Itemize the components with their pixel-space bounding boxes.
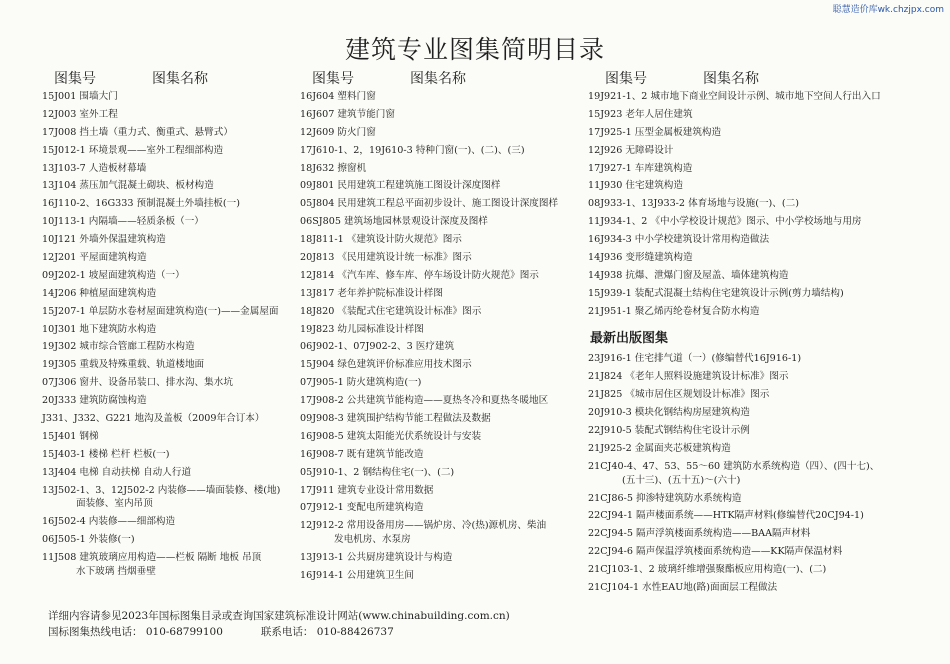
catalog-entry-text: 15J939-1 装配式混凝土结构住宅建筑设计示例(剪力墙结构) [588, 287, 844, 299]
catalog-entry [42, 305, 297, 319]
catalog-entry-text: 13J404 电梯 自动扶梯 自动人行道 [42, 466, 192, 478]
catalog-entry-text: 06SJ805 建筑场地园林景观设计深度及图样 [300, 216, 488, 228]
header-code: 图集号 [54, 71, 96, 87]
catalog-entry-text: 22CJ94-5 隔声浮筑楼面系统构造——BAA隔声材料 [588, 528, 811, 540]
catalog-entry-text: 06J902-1、07J902-2、3 医疗建筑 [300, 341, 455, 353]
catalog-entry [42, 448, 297, 462]
watermark: 聪慧造价库wk.chzjpx.com [832, 5, 944, 15]
catalog-entry-text: 12J912-2 常用设备用房——锅炉房、冷(热)源机房、柴油 [300, 520, 547, 532]
catalog-entry-text: 10J121 外墙外保温建筑构造 [42, 234, 166, 246]
catalog-entry [300, 412, 585, 426]
catalog-list [300, 90, 585, 583]
footer-contact: 联系电话： 010-88426737 [260, 626, 394, 638]
header-name: 图集名称 [410, 71, 466, 87]
catalog-entry [42, 515, 297, 529]
catalog-entry-text: 05J804 民用建筑工程总平面初步设计、施工图设计深度图样 [300, 198, 559, 210]
footer [48, 608, 510, 640]
catalog-entry [300, 126, 585, 140]
catalog-entry-text: 18J811-1 《建筑设计防火规范》图示 [300, 234, 462, 246]
catalog-entry [42, 484, 297, 512]
catalog-list [42, 90, 297, 579]
catalog-entry-text: 14J938 抗爆、泄爆门窗及屋盖、墙体建筑构造 [588, 269, 789, 281]
catalog-entry-text: 22J910-5 装配式钢结构住宅设计示例 [588, 425, 750, 437]
catalog-entry [300, 162, 585, 176]
catalog-entry-text: 14J936 变形缝建筑构造 [588, 252, 693, 264]
catalog-entry [588, 197, 918, 211]
catalog-entry [42, 269, 297, 283]
catalog-entry-text: 16J604 塑料门窗 [300, 91, 376, 102]
catalog-entry [588, 442, 918, 456]
catalog-entry-text: 16J908-5 建筑太阳能光伏系统设计与安装 [300, 430, 482, 442]
catalog-entry-text: 15J012-1 环境景观——室外工程细部构造 [42, 144, 224, 156]
catalog-entry [42, 430, 297, 444]
catalog-entry-text: 11J934-1、2 《中小学校设计规范》图示、中小学校场地与用房 [588, 216, 862, 228]
catalog-entry [588, 144, 918, 158]
catalog-entry [42, 108, 297, 122]
catalog-entry [588, 460, 918, 488]
catalog-entry [588, 527, 918, 541]
catalog-entry-continuation: 面装修、室内吊顶 [76, 498, 153, 510]
catalog-entry-continuation: 水下玻璃 挡烟垂壁 [76, 565, 156, 577]
catalog-entry [300, 215, 585, 229]
catalog-entry [300, 179, 585, 193]
footer-website-note: 详细内容请参见2023年国标图集目录或查询国家建筑标准设计网站(www.chinabuilding.com.cn) [48, 610, 510, 622]
catalog-entry-text: 16J908-7 既有建筑节能改造 [300, 448, 424, 460]
catalog-entry-text: 05J910-1、2 钢结构住宅(一)、(二) [300, 466, 455, 478]
catalog-entry [588, 563, 918, 577]
catalog-entry-text: 17J610-1、2，19J610-3 特种门窗(一)、(二)、(三) [300, 144, 525, 156]
catalog-list [588, 90, 918, 318]
catalog-entry-text: 11J508 建筑玻璃应用构造——栏板 隔断 地板 吊顶 [42, 552, 262, 564]
catalog-entry-text: 09J801 民用建筑工程建筑施工图设计深度图样 [300, 180, 501, 192]
catalog-entry [588, 370, 918, 384]
catalog-entry [300, 323, 585, 337]
catalog-entry [300, 251, 585, 265]
column-header [588, 66, 918, 90]
catalog-entry-text: 15J923 老年人居住建筑 [588, 108, 693, 120]
catalog-entry-text: 20J333 建筑防腐蚀构造 [42, 395, 147, 407]
column-header [300, 66, 585, 90]
catalog-entry-text: 06J505-1 外装修(一) [42, 534, 135, 546]
catalog-entry-text: 16J914-1 公用建筑卫生间 [300, 569, 414, 581]
catalog-entry-text: 23J916-1 住宅排气道（一）(修编替代16J916-1) [588, 353, 802, 365]
catalog-entry [42, 323, 297, 337]
catalog-entry-text: 13J817 老年养护院标准设计样图 [300, 287, 443, 299]
catalog-entry [300, 269, 585, 283]
catalog-entry-text: 14J206 种植屋面建筑构造 [42, 287, 157, 299]
header-name: 图集名称 [703, 71, 759, 87]
catalog-entry [300, 287, 585, 301]
catalog-entry [42, 287, 297, 301]
catalog-entry-text: 15J403-1 楼梯 栏杆 栏板(一) [42, 448, 170, 460]
catalog-entry-text: 08J933-1、13J933-2 体育场地与设施(一)、(二) [588, 198, 799, 210]
catalog-entry [300, 484, 585, 498]
catalog-entry [588, 251, 918, 265]
catalog-entry [300, 448, 585, 462]
column-header [42, 66, 297, 90]
catalog-entry [588, 126, 918, 140]
catalog-entry-text: 17J008 挡土墙（重力式、衡重式、悬臂式） [42, 126, 233, 138]
catalog-entry-text: 07J905-1 防火建筑构造(一) [300, 377, 422, 389]
catalog-entry-text: 19J921-1、2 城市地下商业空间设计示例、城市地下空间人行出入口 [588, 91, 881, 102]
catalog-entry-text: 13J502-1、3、12J502-2 内装修——墙面装修、楼(地) [42, 484, 281, 496]
catalog-entry [42, 376, 297, 390]
catalog-entry [588, 406, 918, 420]
catalog-entry [300, 394, 585, 408]
catalog-entry [300, 90, 585, 104]
catalog-entry-text: 20J910-3 模块化钢结构房屋建筑构造 [588, 407, 750, 419]
catalog-entry [42, 358, 297, 372]
catalog-entry-text: 12J003 室外工程 [42, 108, 118, 120]
page-title: 建筑专业图集简明目录 [344, 35, 605, 64]
catalog-entry [42, 466, 297, 480]
catalog-entry [588, 545, 918, 559]
catalog-entry-text: 18J820 《装配式住宅建筑设计标准》图示 [300, 305, 482, 317]
catalog-entry-text: 12J201 平屋面建筑构造 [42, 252, 147, 264]
catalog-entry [42, 251, 297, 265]
catalog-entry-text: 17J911 建筑专业设计常用数据 [300, 484, 434, 496]
catalog-entry-text: 09J202-1 坡屋面建筑构造（一） [42, 269, 185, 281]
catalog-entry [588, 215, 918, 229]
catalog-entry-text: 20J813 《民用建筑设计统一标准》图示 [300, 252, 472, 264]
catalog-entry [300, 430, 585, 444]
catalog-entry [300, 551, 585, 565]
catalog-entry-text: 15J904 绿色建筑评价标准应用技术图示 [300, 359, 472, 371]
catalog-entry [588, 287, 918, 301]
catalog-entry-text: 17J927-1 车库建筑构造 [588, 162, 693, 174]
catalog-entry-text: 11J930 住宅建筑构造 [588, 180, 683, 192]
catalog-entry [42, 394, 297, 408]
catalog-entry-text: 13J103-7 人造板材幕墙 [42, 162, 147, 174]
catalog-entry [300, 340, 585, 354]
catalog-entry-text: 15J001 围墙大门 [42, 91, 118, 102]
catalog-entry [588, 424, 918, 438]
catalog-entry [42, 533, 297, 547]
column-1 [42, 66, 297, 583]
catalog-entry [42, 551, 297, 579]
catalog-entry [42, 126, 297, 140]
catalog-entry-text: 16J110-2、16G333 预制混凝土外墙挂板(一) [42, 198, 240, 210]
catalog-entry [300, 358, 585, 372]
catalog-entry-text: 16J607 建筑节能门窗 [300, 108, 395, 120]
catalog-entry-text: 21J951-1 聚乙烯丙纶卷材复合防水构造 [588, 305, 760, 317]
catalog-entry [588, 492, 918, 506]
footer-hotline: 国标图集热线电话： 010-68799100 [48, 626, 223, 638]
catalog-entry [588, 388, 918, 402]
catalog-entry [588, 269, 918, 283]
catalog-entry [300, 519, 585, 547]
catalog-entry-text: 21J825 《城市居住区规划设计标准》图示 [588, 389, 770, 401]
catalog-entry [300, 466, 585, 480]
catalog-entry [588, 233, 918, 247]
catalog-entry [300, 233, 585, 247]
catalog-entry [588, 108, 918, 122]
catalog-entry-text: 12J814 《汽车库、修车库、停车场设计防火规范》图示 [300, 269, 539, 281]
catalog-entry [300, 144, 585, 158]
catalog-entry-text: 22CJ94-6 隔声保温浮筑楼面系统构造——KK隔声保温材料 [588, 546, 843, 558]
header-code: 图集号 [312, 71, 354, 87]
catalog-entry-text: 13J104 蒸压加气混凝土砌块、板材构造 [42, 180, 214, 192]
catalog-entry [42, 179, 297, 193]
catalog-entry-text: 12J926 无障碍设计 [588, 144, 674, 156]
catalog-entry [588, 90, 918, 104]
catalog-entry-continuation: 发电机房、水泵房 [334, 534, 411, 546]
catalog-entry [300, 108, 585, 122]
catalog-entry [42, 197, 297, 211]
catalog-entry [300, 569, 585, 583]
catalog-entry-text: 09J908-3 建筑围护结构节能工程做法及数据 [300, 413, 491, 425]
catalog-entry-text: 17J908-2 公共建筑节能构造——夏热冬冷和夏热冬暖地区 [300, 395, 549, 407]
catalog-entry [42, 144, 297, 158]
column-3 [588, 66, 918, 599]
catalog-entry-text: 15J401 钢梯 [42, 430, 99, 442]
catalog-entry-text: 13J913-1 公共厨房建筑设计与构造 [300, 552, 453, 564]
catalog-entry-text: 21CJ40-4、47、53、55～60 建筑防水系统构造（四）、(四十七)、 [588, 460, 880, 472]
catalog-entry [300, 376, 585, 390]
catalog-entry-text: 15J207-1 单层防水卷材屋面建筑构造(一)——金属屋面 [42, 305, 279, 317]
catalog-entry [300, 305, 585, 319]
catalog-entry [300, 197, 585, 211]
header-code: 图集号 [605, 71, 647, 87]
catalog-entry-text: 21J925-2 金属面夹芯板建筑构造 [588, 442, 731, 454]
catalog-entry [42, 412, 297, 426]
catalog-entry-text: 19J302 城市综合管廊工程防水构造 [42, 341, 195, 353]
catalog-entry [42, 215, 297, 229]
new-releases-list [588, 352, 918, 594]
catalog-entry [42, 162, 297, 176]
catalog-entry-text: 07J912-1 变配电所建筑构造 [300, 502, 424, 514]
catalog-entry-continuation: (五十三)、(五十五)～(六十) [622, 474, 741, 486]
catalog-entry [300, 501, 585, 515]
catalog-entry-text: 21CJ86-5 抑渗特建筑防水系统构造 [588, 492, 742, 504]
catalog-entry [588, 305, 918, 319]
catalog-entry [588, 179, 918, 193]
catalog-entry-text: J331、J332、G221 地沟及盖板（2009年合订本） [42, 413, 265, 425]
catalog-entry-text: 22CJ94-1 隔声楼面系统——HTK隔声材料(修编替代20CJ94-1) [588, 510, 864, 522]
catalog-entry [588, 162, 918, 176]
new-releases-title: 最新出版图集 [590, 331, 669, 347]
footer-phones [48, 624, 510, 640]
catalog-entry-text: 12J609 防火门窗 [300, 126, 376, 138]
catalog-entry-text: 10J301 地下建筑防水构造 [42, 323, 157, 335]
catalog-entry [588, 509, 918, 523]
header-name: 图集名称 [152, 71, 208, 87]
catalog-entry-text: 16J934-3 中小学校建筑设计常用构造做法 [588, 234, 770, 246]
catalog-entry-text: 07J306 窗井、设备吊装口、排水沟、集水坑 [42, 377, 233, 389]
catalog-entry-text: 10J113-1 内隔墙——轻质条板（一） [42, 216, 204, 228]
catalog-entry [42, 340, 297, 354]
catalog-entry [42, 90, 297, 104]
catalog-entry-text: 17J925-1 压型金属板建筑构造 [588, 126, 722, 138]
catalog-entry-text: 21J824 《老年人照料设施建筑设计标准》图示 [588, 371, 789, 383]
catalog-entry [588, 581, 918, 595]
column-2 [300, 66, 585, 587]
catalog-entry [42, 233, 297, 247]
catalog-entry-text: 19J823 幼儿园标准设计样图 [300, 323, 424, 335]
catalog-entry-text: 19J305 重载及特殊重载、轨道楼地面 [42, 359, 205, 371]
catalog-entry-text: 18J632 擦窗机 [300, 162, 367, 174]
catalog-entry-text: 21CJ103-1、2 玻璃纤维增强聚酯板应用构造(一)、(二) [588, 564, 827, 576]
catalog-entry [588, 352, 918, 366]
catalog-entry-text: 21CJ104-1 水性EAU地(路)面面层工程做法 [588, 581, 778, 593]
catalog-entry-text: 16J502-4 内装修——细部构造 [42, 516, 176, 528]
